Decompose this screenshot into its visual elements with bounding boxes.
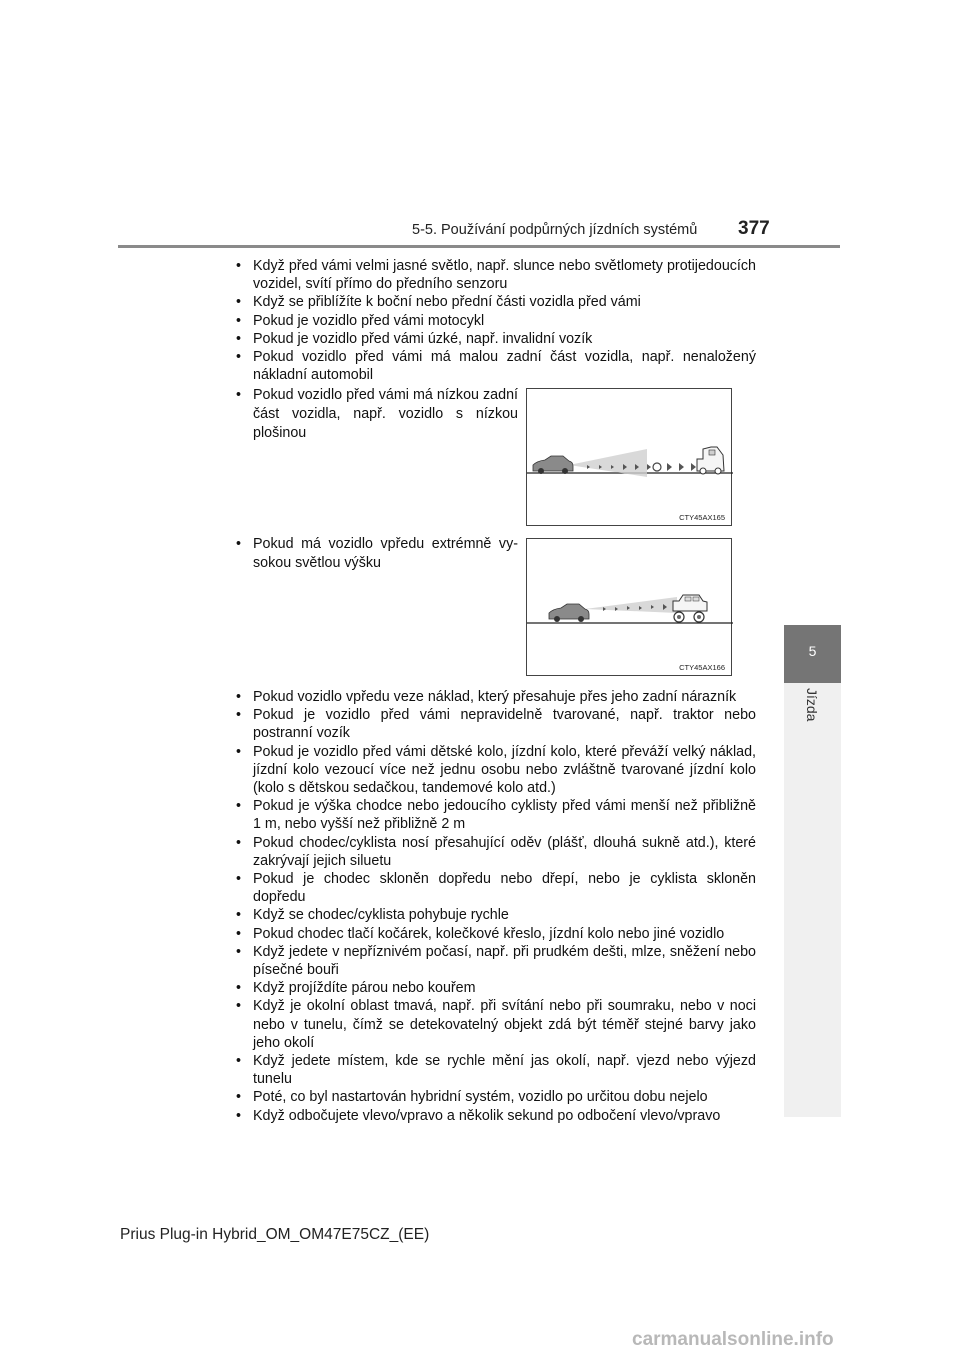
chapter-label: Jízda [804,688,820,722]
list-item: • Pokud vozidlo vpředu veze náklad, který přesahuje přes jeho zadní nárazník [236,688,756,706]
list-item: • Pokud vozidlo před vámi má nízkou zadní část vozidla, např. vozidlo s nízkou plošinou [236,386,518,443]
list-item: • Když odbočujete vlevo/vpravo a několik sekund po odbočení vlevo/vpravo [236,1107,756,1125]
list-item: • Když jedete místem, kde se rychle mění jas okolí, např. vjezd nebo výjezd tunelu [236,1052,756,1088]
list-item: • Když projíždíte párou nebo kouřem [236,979,756,997]
list-item: • Pokud je vozidlo před vámi motocykl [236,312,756,330]
list-item: • Pokud chodec tlačí kočárek, kolečkové křeslo, jízdní kolo nebo jiné vozidlo [236,925,756,943]
list-item: • Pokud vozidlo před vámi má malou zadní část vozidla, např. nenaložený nákladní automobil [236,348,756,384]
chapter-number: 5 [808,643,817,659]
high-clearance-vehicle-drawing [527,539,733,677]
illustration-low-rear-vehicle [526,388,732,526]
list-item: • Když jedete v nepříznivém počasí, např. při prudkém dešti, mlze, sněžení nebo písečné bouři [236,943,756,979]
header-divider [118,245,840,248]
list-item: • Když před vámi velmi jasné světlo, např. slunce nebo světlomety protijedoucích vozidel, svítí přímo do předního senzoru [236,257,756,293]
list-item: • Když se přiblížíte k boční nebo přední části vozidla před vámi [236,293,756,311]
chapter-tab [784,625,841,683]
list-item: • Pokud je vozidlo před vámi dětské kolo, jízdní kolo, které převáží velký náklad, jízdní kolo vezoucí více než jednu osobu nebo zvláštně tvarované jízdní kolo (kolo s dětskou sedačkou, tandemové kolo atd.) [236,743,756,798]
conditions-list-bottom [236,688,756,1125]
low-rear-vehicle-drawing [527,389,733,527]
list-item: • Když je okolní oblast tmavá, např. při svítání nebo při soumraku, nebo v noci nebo v tunelu, čímž se detekovatelný objekt zdá být téměř stejné barvy jako jeho okolí [236,997,756,1052]
illustration-high-clearance-vehicle [526,538,732,676]
watermark: carmanualsonline.info [632,1329,834,1350]
document-footer: Prius Plug-in Hybrid_OM_OM47E75CZ_(EE) [120,1226,430,1243]
list-item: • Když se chodec/cyklista pohybuje rychle [236,906,756,924]
figure-code: CTY45AX165 [679,513,725,522]
page-number: 377 [738,218,770,239]
list-item: • Pokud chodec/cyklista nosí přesahující oděv (plášť, dlouhá sukně atd.), které zakrývají jejich siluetu [236,834,756,870]
list-item: • Pokud má vozidlo vpředu extrémně vysokou světlou výšku [236,535,518,573]
figure-row-text-low-rear [236,386,518,443]
section-title: 5-5. Používání podpůrných jízdních systémů [412,222,698,238]
figure-code: CTY45AX166 [679,663,725,672]
list-item: • Pokud je výška chodce nebo jedoucího cyklisty před vámi menší než přibližně 1 m, nebo vyšší než přibližně 2 m [236,797,756,833]
list-item: • Pokud je vozidlo před vámi úzké, např. invalidní vozík [236,330,756,348]
figure-row-text-high-clearance [236,535,518,573]
list-item: • Poté, co byl nastartován hybridní systém, vozidlo po určitou dobu nejelo [236,1088,756,1106]
conditions-list-top [236,257,756,384]
list-item: • Pokud je vozidlo před vámi nepravidelně tvarované, např. traktor nebo postranní vozík [236,706,756,742]
list-item: • Pokud je chodec skloněn dopředu nebo dřepí, nebo je cyklista skloněn dopředu [236,870,756,906]
chapter-label-strip [784,683,841,1117]
